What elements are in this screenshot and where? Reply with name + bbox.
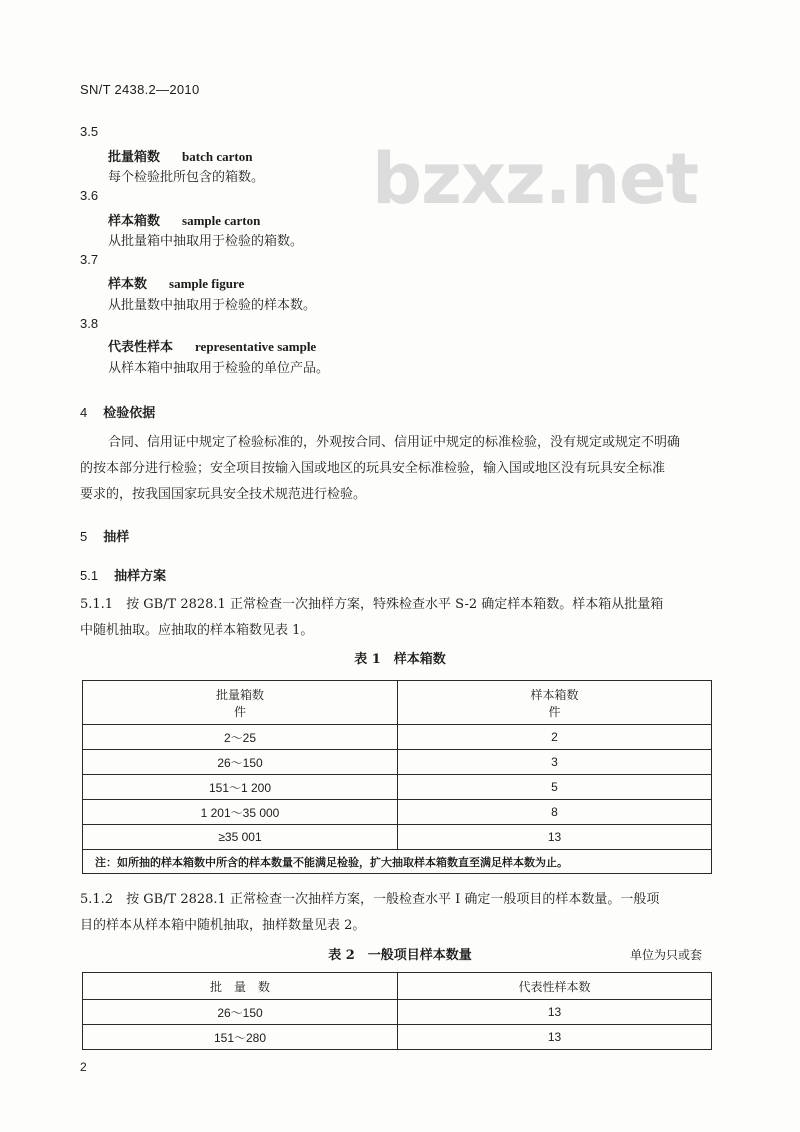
table-cell: 2 [398,725,712,750]
header-label: 批量箱数 [215,687,264,702]
header-label: 样本箱数 [530,687,579,702]
term-en: representative sample [195,339,317,354]
column-header [83,681,398,725]
table-2 [82,972,712,1050]
term-en: sample figure [169,276,245,291]
term-definition: 从批量箱中抽取用于检验的箱数。 [108,234,304,249]
table-2-caption: 表 2 一般项目样本数量 [328,948,472,963]
table-cell: 26～150 [83,1000,398,1025]
section-title: 抽样 [103,530,130,545]
table-cell: 151～280 [83,1025,398,1050]
table-cell: 5 [398,775,712,800]
paragraph-line: 要求的，按我国国家玩具安全技术规范进行检验。 [80,487,367,502]
term-zh: 批量箱数 [108,150,161,165]
table-cell: 26～150 [83,750,398,775]
table-row [83,825,712,850]
column-header: 代表性样本数 [398,973,712,1000]
table-row [83,1000,712,1025]
table-2-unit: 单位为只或套 [630,948,703,962]
term-heading [108,146,252,165]
paragraph-line: 的按本部分进行检验；安全项目按输入国或地区的玩具安全标准检验，输入国或地区没有玩具安全标准 [80,461,666,476]
table-header-row [83,973,712,1000]
table-cell: 3 [398,750,712,775]
page-number: 2 [80,1060,87,1074]
column-header: 批 量 数 [83,973,398,1000]
term-heading [108,210,260,229]
clause-5-1-2 [80,887,720,939]
standard-number: SN/T 2438.2—2010 [80,82,200,97]
clause-number: 3.7 [80,252,99,267]
clause-5-1-1 [80,592,720,644]
section-heading [80,402,155,421]
table-header-row [83,681,712,725]
clause-number: 3.8 [80,316,99,331]
table-cell: 13 [398,1000,712,1025]
clause-number: 3.6 [80,188,99,203]
term-zh: 样本箱数 [108,214,161,229]
table-cell: 151～1 200 [83,775,398,800]
term-definition: 每个检验批所包含的箱数。 [108,170,265,185]
table-1-caption: 表 1 样本箱数 [354,652,446,667]
paragraph-line: 5.1.2 按 GB/T 2828.1 正常检查一次抽样方案，一般检查水平 Ⅰ 确定一般项目的样本数量。一般项 [80,892,660,907]
term-en: sample carton [182,213,261,228]
table-row [83,1025,712,1050]
section-title: 检验依据 [103,406,156,421]
table-cell: 2～25 [83,725,398,750]
section-heading [80,526,129,545]
section-number: 5.1 [80,568,99,583]
table-note-row [83,850,712,874]
paragraph-line: 合同、信用证中规定了检验标准的，外观按合同、信用证中规定的标准检验，没有规定或规定不明确 [108,435,681,450]
term-definition: 从批量数中抽取用于检验的样本数。 [108,298,317,313]
header-unit: 件 [233,704,246,719]
subsection-heading [80,565,166,584]
clause-number: 3.5 [80,124,99,139]
table-cell: 8 [398,800,712,825]
term-heading [108,336,316,355]
term-zh: 代表性样本 [108,340,174,355]
section-4-body [80,430,720,508]
paragraph-line: 目的样本从样本箱中随机抽取，抽样数量见表 2。 [80,918,366,933]
term-zh: 样本数 [108,277,148,292]
column-header [398,681,712,725]
term-en: batch carton [182,149,253,164]
term-heading [108,273,244,292]
section-number: 4 [80,405,88,420]
table-1 [82,680,712,874]
table-cell: 13 [398,1025,712,1050]
table-row [83,800,712,825]
watermark: bzxz.net [372,138,699,220]
paragraph-line: 中随机抽取。应抽取的样本箱数见表 1。 [80,623,314,638]
table-cell: ≥35 001 [83,825,398,850]
section-number: 5 [80,529,88,544]
term-definition: 从样本箱中抽取用于检验的单位产品。 [108,361,330,376]
header-unit: 件 [548,704,561,719]
section-title: 抽样方案 [114,569,167,584]
table-row [83,725,712,750]
table-cell: 13 [398,825,712,850]
paragraph-line: 5.1.1 按 GB/T 2828.1 正常检查一次抽样方案，特殊检查水平 S-2 确定样本箱数。样本箱从批量箱 [80,597,664,612]
table-row [83,750,712,775]
table-cell: 1 201～35 000 [83,800,398,825]
table-note: 注：如所抽的样本箱数中所含的样本数量不能满足检验，扩大抽取样本箱数直至满足样本数为止。 [83,850,712,874]
table-row [83,775,712,800]
